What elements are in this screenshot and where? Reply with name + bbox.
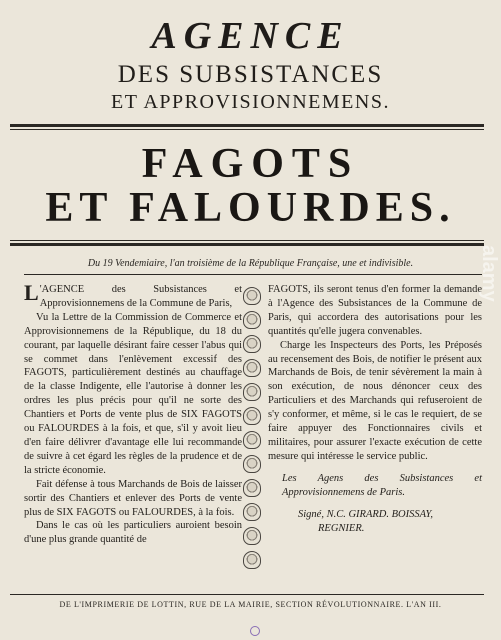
paragraph-intro: L 'AGENCE des Subsistances et Approvisionnemens de la Commune de Paris,	[24, 280, 242, 309]
paragraph-fagots: FAGOTS, ils seront tenus d'en former la demande à l'Agence des Subsistances de la Commune de Paris, qui accordera des autorisations pour les quantités qu'elle jugera convenables.	[268, 284, 482, 337]
rule-bottom	[10, 594, 484, 595]
paragraph-vu: Vu la Lettre de la Commission de Commerce et Approvisionnemens de la République, du 18 du courant, par laquelle désirant faire cesser l'abus qui se commet dans l'enlèvement excessif des FAGOTS, particulièrement destinés au chauffage de la classe Indigente, elle l'autorise à donner les ordres les plus précis pour qu'il ne sorte des Chantiers et Ports de vente plus de SIX FAGOTS ou FALOURDES à la fois, et que, s'il y avoit lieu d'en faire délivrer d'avantage elle lui recommande de suivre à cet égard les règles de la prudence et de la stricte économie.	[24, 311, 242, 476]
title-fagots: FAGOTS	[141, 141, 360, 187]
ornament-icon	[243, 479, 261, 497]
ornament-icon	[243, 359, 261, 377]
rule-under-date	[24, 274, 482, 275]
rule-mid-thin	[10, 240, 484, 241]
heading-agence: AGENCE	[151, 15, 350, 57]
heading-subsistances: DES SUBSISTANCES	[117, 61, 384, 88]
ornament-icon	[243, 311, 261, 329]
ornament-icon	[243, 431, 261, 449]
rule-top-thin	[10, 129, 484, 130]
ornament-icon	[243, 407, 261, 425]
dateline: Du 19 Vendemiaire, l'an troisième de la République Française, une et indivisible.	[87, 258, 414, 269]
ornament-icon	[243, 503, 261, 521]
title-falourdes: ET FALOURDES.	[45, 185, 456, 231]
ornament-icon	[243, 551, 261, 569]
heading-approvisionnemens: ET APPROVISIONNEMENS.	[111, 91, 390, 113]
signature-names: Signé, N.C. GIRARD. BOISSAY,	[298, 508, 433, 520]
imprint-footer: DE L'IMPRIMERIE DE LOTTIN, RUE DE LA MAIRIE, SECTION RÉVOLUTIONNAIRE. L'AN III.	[59, 600, 442, 609]
paragraph-defense: Fait défense à tous Marchands de Bois de laisser sortir des Chantiers et enlever des Ports de vente plus de SIX FAGOTS ou FALOURDES, à la fois.	[24, 478, 242, 518]
ornament-icon	[243, 335, 261, 353]
paragraph-charge: Charge les Inspecteurs des Ports, les Préposés au recensement des Bois, de notifier le présent aux Marchands de Bois, de tenir sévèrement la main à son exécution, de nous dénoncer ceux des Particuliers et des Marchands qui refuseroient de s'y conformer, et même, si le cas le requiert, de se faire appuyer des Fonctionnaires civils et militaires, pour assurer l'exacte exécution de cette mesure qui intéresse le service public.	[268, 339, 482, 462]
ornament-icon	[243, 383, 261, 401]
right-column	[268, 283, 482, 535]
ornament-icon	[243, 287, 261, 305]
ornament-icon	[243, 455, 261, 473]
signature-regnier: REGNIER.	[318, 522, 365, 534]
paragraph-cas: Dans le cas où les particuliers auroient besoin d'une plus grande quantité de	[24, 520, 242, 546]
left-column	[24, 280, 242, 547]
watermark-text: alamy	[478, 245, 500, 302]
rule-top-thick	[10, 124, 484, 127]
drop-capital: L	[24, 280, 39, 305]
signature-agency: Les Agens des Subsistances et Approvisionnemens de Paris.	[282, 472, 482, 498]
rule-mid-thick	[10, 243, 484, 246]
ornament-icon	[243, 527, 261, 545]
library-stamp	[250, 626, 260, 636]
